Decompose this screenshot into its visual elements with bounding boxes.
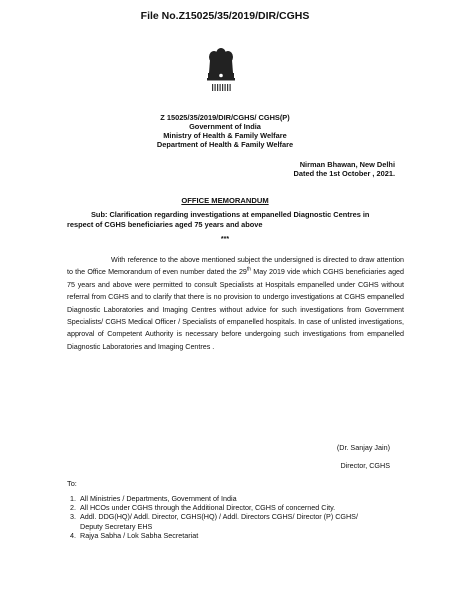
memo-body [67, 254, 404, 353]
list-item-number: 1. [70, 494, 76, 503]
separator: *** [220, 236, 230, 243]
list-item-text: All HCOs under CGHS through the Additional Director, CGHS of concerned City. [80, 503, 336, 513]
list-item-number: 4. [70, 530, 76, 540]
list-item [60, 503, 380, 512]
list-item-text: Addl. DDG(HQ)/ Addl. Director, CGHS(HQ) / Addl. Directors CGHS/ Director (P) CGHS/ Deputy Secretary EHS [80, 512, 358, 531]
body-part-1: With reference to the above mentioned subject the undersigned is directed to draw attention to the Office Memorandum of even number dated the 29 [67, 256, 404, 277]
body-superscript: th [246, 267, 252, 274]
reference-number: Z 15025/35/2019/DIR/CGHS/ CGHS(P) [160, 113, 290, 122]
list-item [60, 531, 380, 540]
list-item-text: Rajya Sabha / Lok Sabha Secretariat [80, 530, 199, 540]
place: Nirman Bhawan, New Delhi [299, 160, 395, 169]
signatory-designation: Director, CGHS [340, 461, 390, 470]
national-emblem-icon [204, 46, 238, 100]
list-item-number: 3. [70, 512, 76, 522]
memo-title: OFFICE MEMORANDUM [181, 196, 269, 205]
date-line: Dated the 1st October , 2021. [293, 169, 395, 178]
recipient-list [60, 494, 380, 540]
subject: Sub: Clarification regarding investigations at empanelled Diagnostic Centres in respect of CGHS beneficiaries aged 75 years and above [67, 210, 370, 229]
file-number: File No.Z15025/35/2019/DIR/CGHS [140, 10, 310, 22]
list-item [60, 512, 380, 530]
body-part-2: May 2019 vide which CGHS beneficiaries aged 75 years and above were permitted to consult Specialists at Hospitals empanelled under CGHS without referral from CGHS and to clarify that there is no provision to undergo investigations at CGHS empanelled Diagnostic Laboratories and Imaging Centres without advice for such investigations from Government Specialists/ CGHS Medical Officer / Specialists of empanelled hospitals. In case of unlisted investigations, approval of Competent Authority is necessary before undergoing such investigations from empanelled Diagnostic Laboratories and Imaging Centres . [67, 268, 404, 351]
government-line: Government of India [189, 122, 261, 131]
list-item-text: All Ministries / Departments, Government of India [80, 494, 237, 503]
signatory-name: (Dr. Sanjay Jain) [336, 443, 390, 452]
list-item [60, 494, 380, 503]
department-line: Department of Health & Family Welfare [156, 140, 294, 149]
to-label: To: [67, 479, 77, 488]
list-item-number: 2. [70, 503, 76, 513]
ministry-line: Ministry of Health & Family Welfare [163, 131, 287, 140]
